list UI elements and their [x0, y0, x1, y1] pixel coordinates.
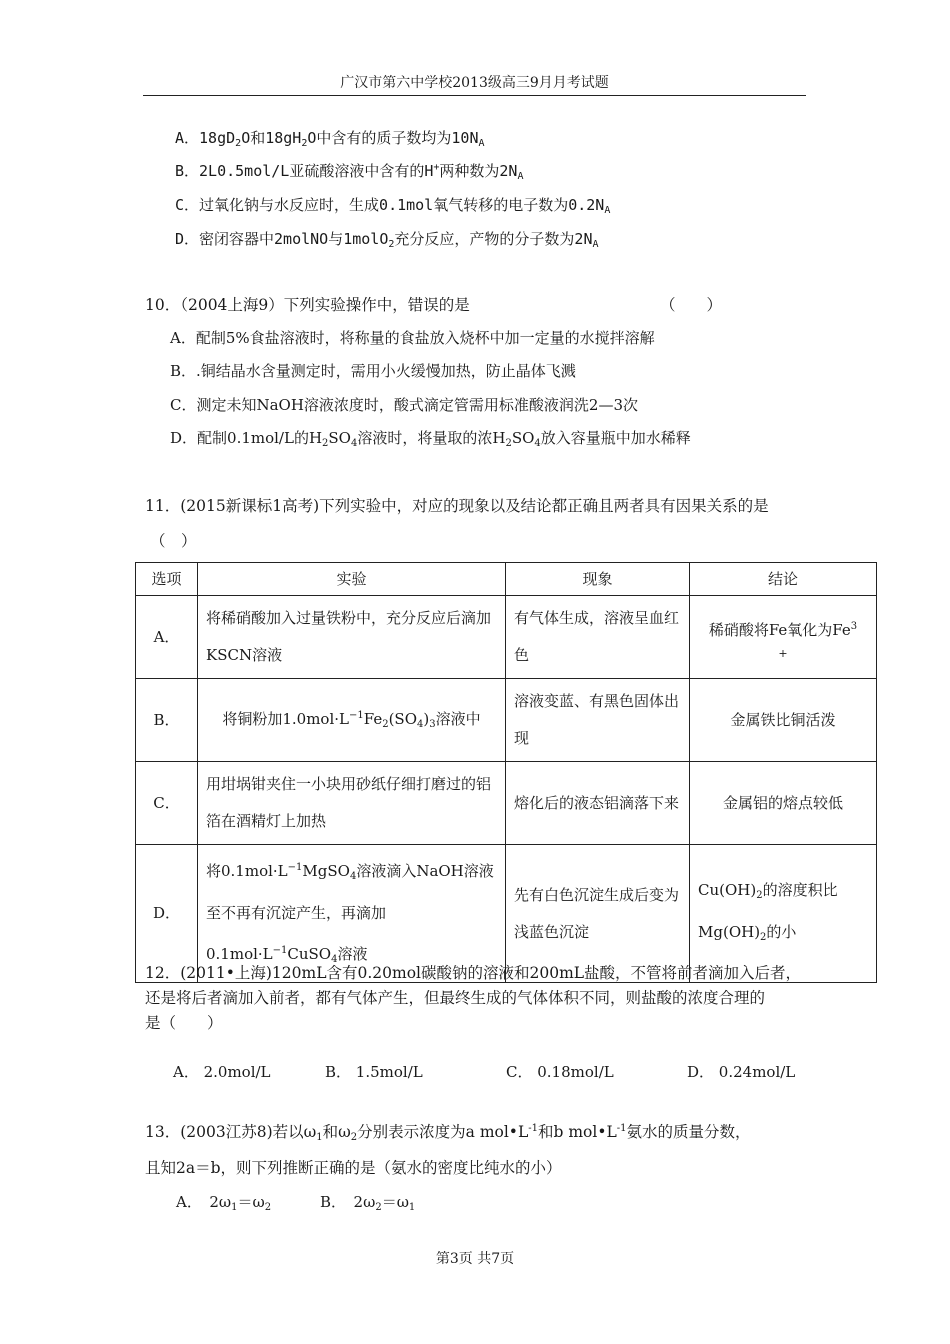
- row-a-conclusion-sup: 3: [850, 620, 858, 632]
- q10-d-sub-4: 4: [534, 438, 541, 449]
- q13-a-text-2: ＝ω: [237, 1193, 265, 1211]
- header-experiment: 实验: [198, 563, 506, 596]
- q9-c-sub-1: A: [604, 205, 611, 216]
- q13-a-text-1: A． 2ω: [176, 1193, 232, 1211]
- q13-a-sub-2: 2: [264, 1202, 272, 1213]
- row-a-option: A．: [136, 596, 198, 679]
- q10-d-sub-2: 4: [350, 438, 358, 449]
- row-c-phenomenon: 熔化后的液态铝滴落下来: [506, 762, 690, 845]
- q13-b-sub-1: 2: [375, 1202, 382, 1213]
- q13-option-a: [176, 1191, 271, 1213]
- row-a-conclusion: [690, 596, 877, 679]
- row-b-exp-sub-2: 4: [417, 719, 424, 730]
- row-a-experiment: 将稀硝酸加入过量铁粉中，充分反应后滴加KSCN溶液: [198, 596, 506, 679]
- q10-d-text-4: SO: [511, 429, 535, 447]
- table-row: [136, 762, 877, 845]
- q9-a-sub-3: A: [478, 138, 485, 149]
- q9-d-text-1: D．密闭容器中2molNO与1molO: [175, 230, 389, 248]
- q9-d-text-2: 充分反应，产物的分子数为2N: [394, 230, 593, 248]
- row-d-exp-text-3: 溶液滴入NaOH溶液至不再有沉淀产生，再滴加0.1mol·L: [206, 862, 494, 963]
- row-d-phenomenon: 先有白色沉淀生成后变为浅蓝色沉淀: [506, 845, 690, 983]
- q10-option-b: B．.铜结晶水含量测定时，需用小火缓慢加热，防止晶体飞溅: [170, 362, 576, 380]
- q9-a-text-1: A．18gD: [175, 129, 236, 147]
- q12-option-b: B． 1.5mol/L: [325, 1063, 423, 1081]
- q12-option-d: D． 0.24mol/L: [687, 1063, 796, 1081]
- row-d-exp-text-5: 溶液: [337, 945, 368, 963]
- q10-option-d: [170, 427, 691, 449]
- header-phenomenon: 现象: [506, 563, 690, 596]
- q9-option-c: [175, 194, 610, 216]
- q13-a-sub-1: 1: [231, 1202, 238, 1213]
- experiment-table: [135, 562, 877, 983]
- table-row: [136, 679, 877, 762]
- q13-l1-text-4: 和b mol•L: [538, 1123, 617, 1141]
- q10-option-c: C．测定未知NaOH溶液浓度时，酸式滴定管需用标准酸液润洗2—3次: [170, 396, 639, 414]
- q13-b-sub-2: 1: [408, 1202, 416, 1213]
- q9-a-text-3: O中含有的质子数均为10N: [307, 129, 479, 147]
- row-d-concl-sub-2: 2: [760, 931, 767, 943]
- q9-b-sup-1: +: [433, 162, 440, 173]
- row-d-concl-text-1: Cu(OH): [698, 880, 757, 899]
- q10-d-sub-3: 2: [505, 438, 512, 449]
- table-header-row: [136, 563, 877, 596]
- q9-d-sub-2: A: [592, 239, 599, 250]
- q12-option-c: C． 0.18mol/L: [506, 1063, 614, 1081]
- q13-stem-line2: 且知2a＝b，则下列推断正确的是（氨水的密度比纯水的小）: [145, 1159, 562, 1177]
- row-b-exp-sub-1: 2: [382, 719, 389, 730]
- q13-l1-sup-1: -1: [528, 1123, 538, 1134]
- header-conclusion: 结论: [690, 563, 877, 596]
- row-b-conclusion: 金属铁比铜活泼: [690, 679, 877, 762]
- row-d-exp-sub-2: 4: [331, 954, 338, 965]
- row-a-conclusion-charge: +: [778, 646, 788, 660]
- q13-l1-sup-2: -1: [616, 1123, 627, 1134]
- q9-d-sub-1: 2: [388, 239, 395, 250]
- row-d-exp-sup-2: −1: [272, 945, 288, 956]
- row-d-exp-text-1: 将0.1mol·L: [206, 862, 288, 880]
- table-row: [136, 596, 877, 679]
- row-d-exp-text-4: CuSO: [287, 945, 332, 963]
- row-b-exp-text-3: (SO: [388, 710, 418, 728]
- row-d-option: D．: [136, 845, 198, 983]
- row-b-exp-text-4: ): [423, 710, 430, 728]
- row-b-exp-sub-3: 3: [429, 719, 436, 730]
- q9-option-a: [175, 127, 485, 149]
- q10-option-a: A．配制5%食盐溶液时，将称量的食盐放入烧杯中加一定量的水搅拌溶解: [170, 329, 655, 347]
- row-b-exp-sup-1: −1: [348, 710, 364, 721]
- q9-a-sub-1: 2: [235, 138, 242, 149]
- q9-a-sub-2: 2: [301, 138, 308, 149]
- row-d-concl-text-2: 的溶度积比Mg(OH): [698, 880, 838, 941]
- row-d-concl-text-3: 的小: [766, 922, 797, 941]
- row-b-exp-text-2: Fe: [363, 710, 383, 728]
- row-a-conclusion-text: 稀硝酸将Fe氧化为Fe: [708, 620, 851, 639]
- q9-option-d: [175, 228, 599, 250]
- page-header: 广汉市第六中学校2013级高三9月月考试题: [143, 72, 806, 96]
- q11-answer-paren: （ ）: [150, 532, 197, 550]
- q11-stem: 11．(2015新课标1高考)下列实验中，对应的现象以及结论都正确且两者具有因果关系的是: [145, 497, 769, 515]
- q12-stem-line1: 12．(2011•上海)120mL含有0.20mol碳酸钠的溶液和200mL盐酸，不管将前者滴加入后者，: [145, 964, 802, 982]
- row-c-conclusion: 金属铝的熔点较低: [690, 762, 877, 845]
- header-option: 选项: [136, 563, 198, 596]
- q9-a-text-2: O和18gH: [241, 129, 302, 147]
- q10-d-text-5: 放入容量瓶中加水稀释: [540, 429, 691, 447]
- q9-b-sub-1: A: [517, 171, 524, 182]
- q13-option-b: [320, 1191, 415, 1213]
- q13-b-text-1: B． 2ω: [320, 1193, 376, 1211]
- q12-option-a: A． 2.0mol/L: [173, 1063, 271, 1081]
- row-c-experiment: 用坩埚钳夹住一小块用砂纸仔细打磨过的铝箔在酒精灯上加热: [198, 762, 506, 845]
- row-c-option: C．: [136, 762, 198, 845]
- q13-l1-text-2: 和ω: [322, 1123, 351, 1141]
- q10-stem: 10．（2004上海9）下列实验操作中，错误的是: [145, 296, 470, 314]
- row-a-phenomenon: 有气体生成，溶液呈血红色: [506, 596, 690, 679]
- q10-d-text-1: D．配制0.1mol/L的H: [170, 429, 323, 447]
- q13-stem-line1: [145, 1120, 751, 1143]
- q10-d-text-2: SO: [328, 429, 351, 447]
- page-footer: 第3页 共7页: [435, 1251, 515, 1267]
- q9-option-b: [175, 160, 524, 182]
- row-b-exp-text-1: 将铜粉加1.0mol·L: [222, 710, 349, 728]
- q12-stem-line3: 是（ ）: [145, 1014, 223, 1032]
- q13-l1-text-3: 分别表示浓度为a mol•L: [357, 1123, 529, 1141]
- q13-l1-sub-2: 2: [350, 1132, 358, 1143]
- q9-b-text-1: B．2L0.5mol/L亚硫酸溶液中含有的H: [175, 162, 434, 180]
- row-d-concl-sub-1: 2: [756, 889, 763, 901]
- row-d-exp-sub-1: 4: [349, 871, 357, 882]
- q13-b-text-2: ＝ω: [381, 1193, 409, 1211]
- row-b-exp-text-5: 溶液中: [435, 710, 481, 728]
- q10-d-sub-1: 2: [322, 438, 329, 449]
- row-b-option: B．: [136, 679, 198, 762]
- q12-stem-line2: 还是将后者滴加入前者，都有气体产生，但最终生成的气体体积不同，则盐酸的浓度合理的: [145, 989, 766, 1007]
- row-b-experiment: [198, 679, 506, 762]
- row-b-phenomenon: 溶液变蓝、有黑色固体出现: [506, 679, 690, 762]
- q10-d-text-3: 溶液时，将量取的浓H: [357, 429, 506, 447]
- q9-b-text-2: 两种数为2N: [439, 162, 518, 180]
- row-d-exp-sup-1: −1: [287, 862, 303, 873]
- q10-answer-paren: （ ）: [660, 296, 723, 314]
- q13-l1-text-1: 13．(2003江苏8)若以ω: [145, 1123, 317, 1141]
- q13-l1-text-5: 氨水的质量分数，: [626, 1123, 751, 1141]
- row-d-exp-text-2: MgSO: [302, 862, 350, 880]
- q13-l1-sub-1: 1: [316, 1132, 323, 1143]
- q9-c-text-1: C．过氧化钠与水反应时，生成0.1mol氧气转移的电子数为0.2N: [175, 196, 605, 214]
